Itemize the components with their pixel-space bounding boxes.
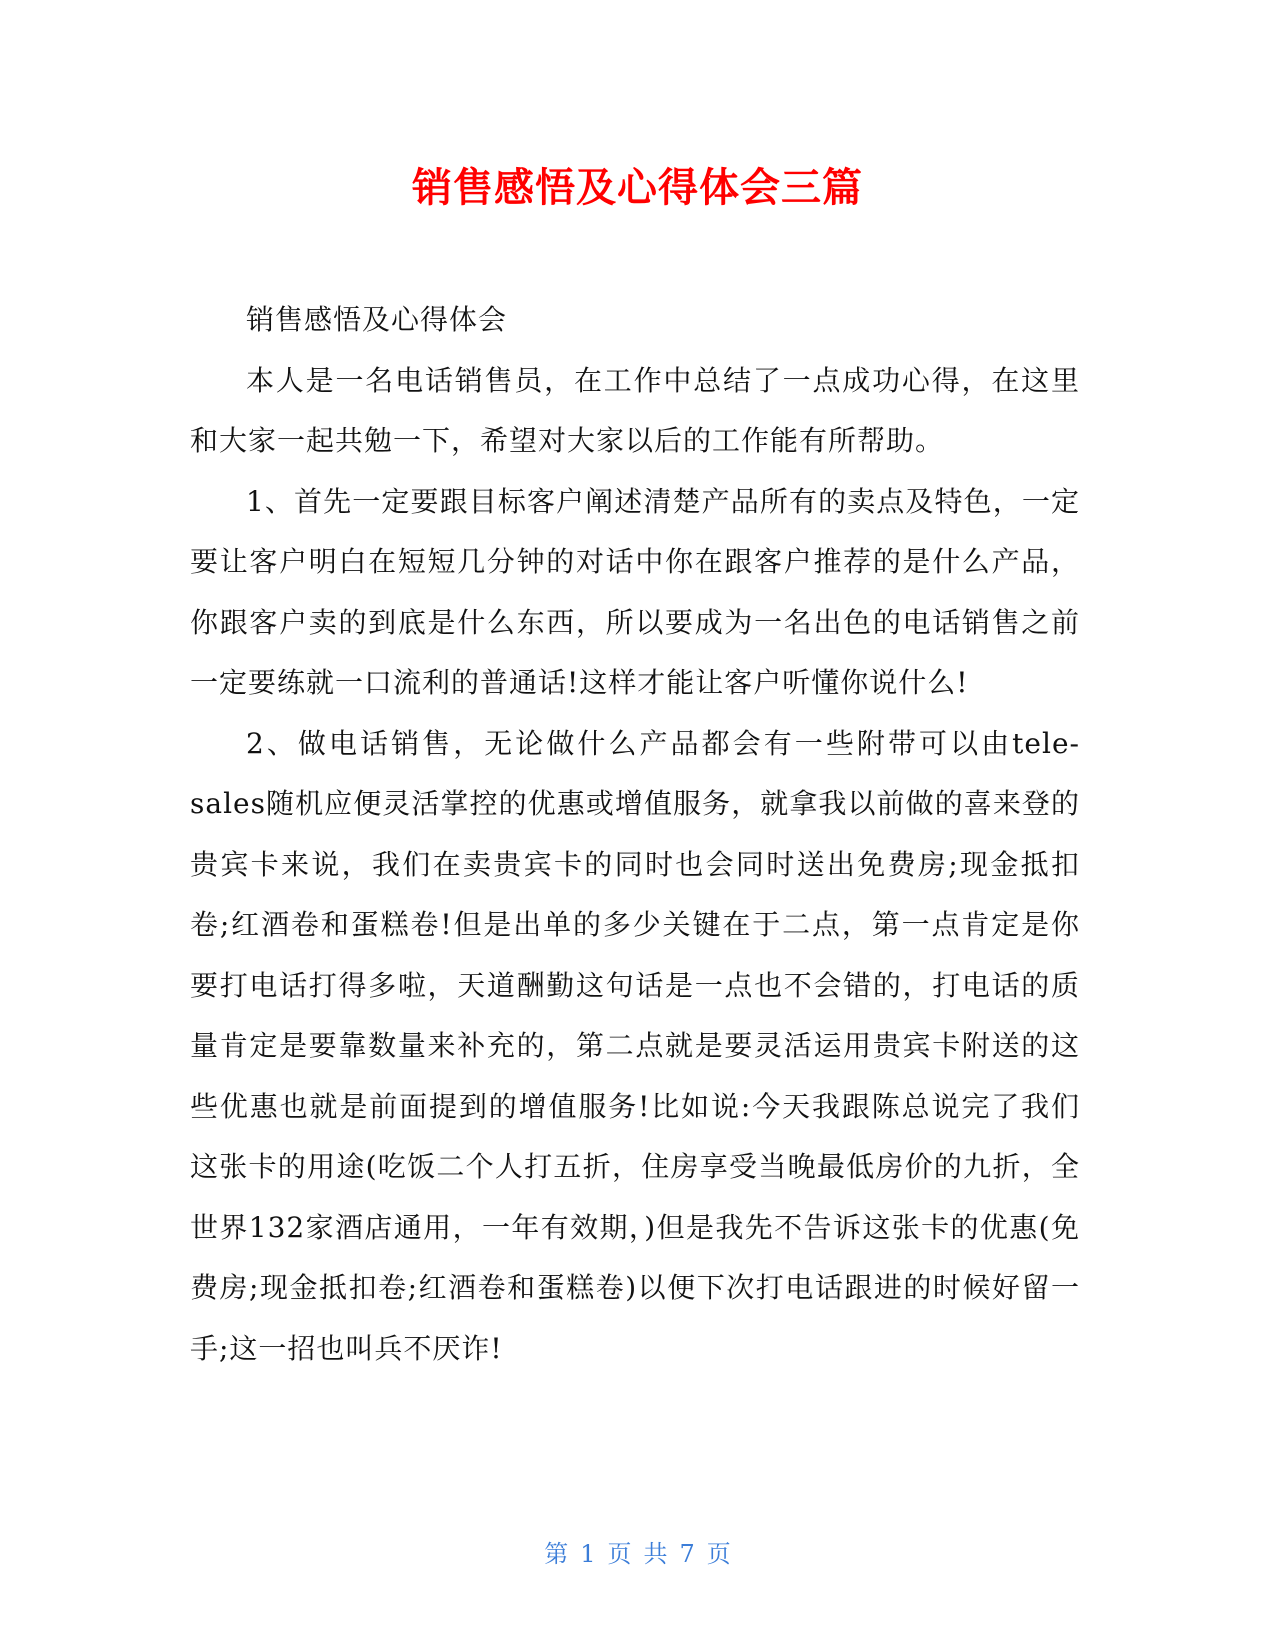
paragraph-intro: 本人是一名电话销售员，在工作中总结了一点成功心得，在这里和大家一起共勉一下，希望对大家以后的工作能有所帮助。 [190, 363, 1080, 457]
paragraph-point-2: 2、做电话销售，无论做什么产品都会有一些附带可以由tele-sales随机应便灵活掌控的优惠或增值服务，就拿我以前做的喜来登的贵宾卡来说，我们在卖贵宾卡的同时也会同时送出免费房;现金抵扣卷;红酒卷和蛋糕卷!但是出单的多少关键在于二点，第一点肯定是你要打电话打得多啦，天道酬勤这句话是一点也不会错的，打电话的质量肯定是要靠数量来补充的，第二点就是要灵活运用贵宾卡附送的这些优惠也就是前面提到的增值服务!比如说:今天我跟陈总说完了我们这张卡的用途(吃饭二个人打五折，住房享受当晚最低房价的九折，全世界132家酒店通用，一年有效期，)但是我先不告诉这张卡的优惠(免费房;现金抵扣卷;红酒卷和蛋糕卷)以便下次打电话跟进的时候好留一手;这一招也叫兵不厌诈! [190, 726, 1080, 1365]
footer-page-unit: 页 [607, 1540, 632, 1568]
footer-page-label: 第 [544, 1540, 569, 1568]
footer-total-pages: 7 [679, 1540, 695, 1568]
page-number-footer [0, 1538, 1275, 1570]
paragraph-subtitle: 销售感悟及心得体会 [246, 303, 508, 336]
paragraph-point-1: 1、首先一定要跟目标客户阐述清楚产品所有的卖点及特色，一定要让客户明白在短短几分钟的对话中你在跟客户推荐的是什么产品，你跟客户卖的到底是什么东西，所以要成为一名出色的电话销售之前一定要练就一口流利的普通话!这样才能让客户听懂你说什么! [190, 484, 1080, 699]
footer-total-label: 共 [643, 1540, 668, 1568]
footer-current-page: 1 [580, 1540, 596, 1568]
document-body [190, 290, 1080, 1379]
footer-total-unit: 页 [706, 1540, 731, 1568]
document-title: 销售感悟及心得体会三篇 [412, 165, 863, 211]
